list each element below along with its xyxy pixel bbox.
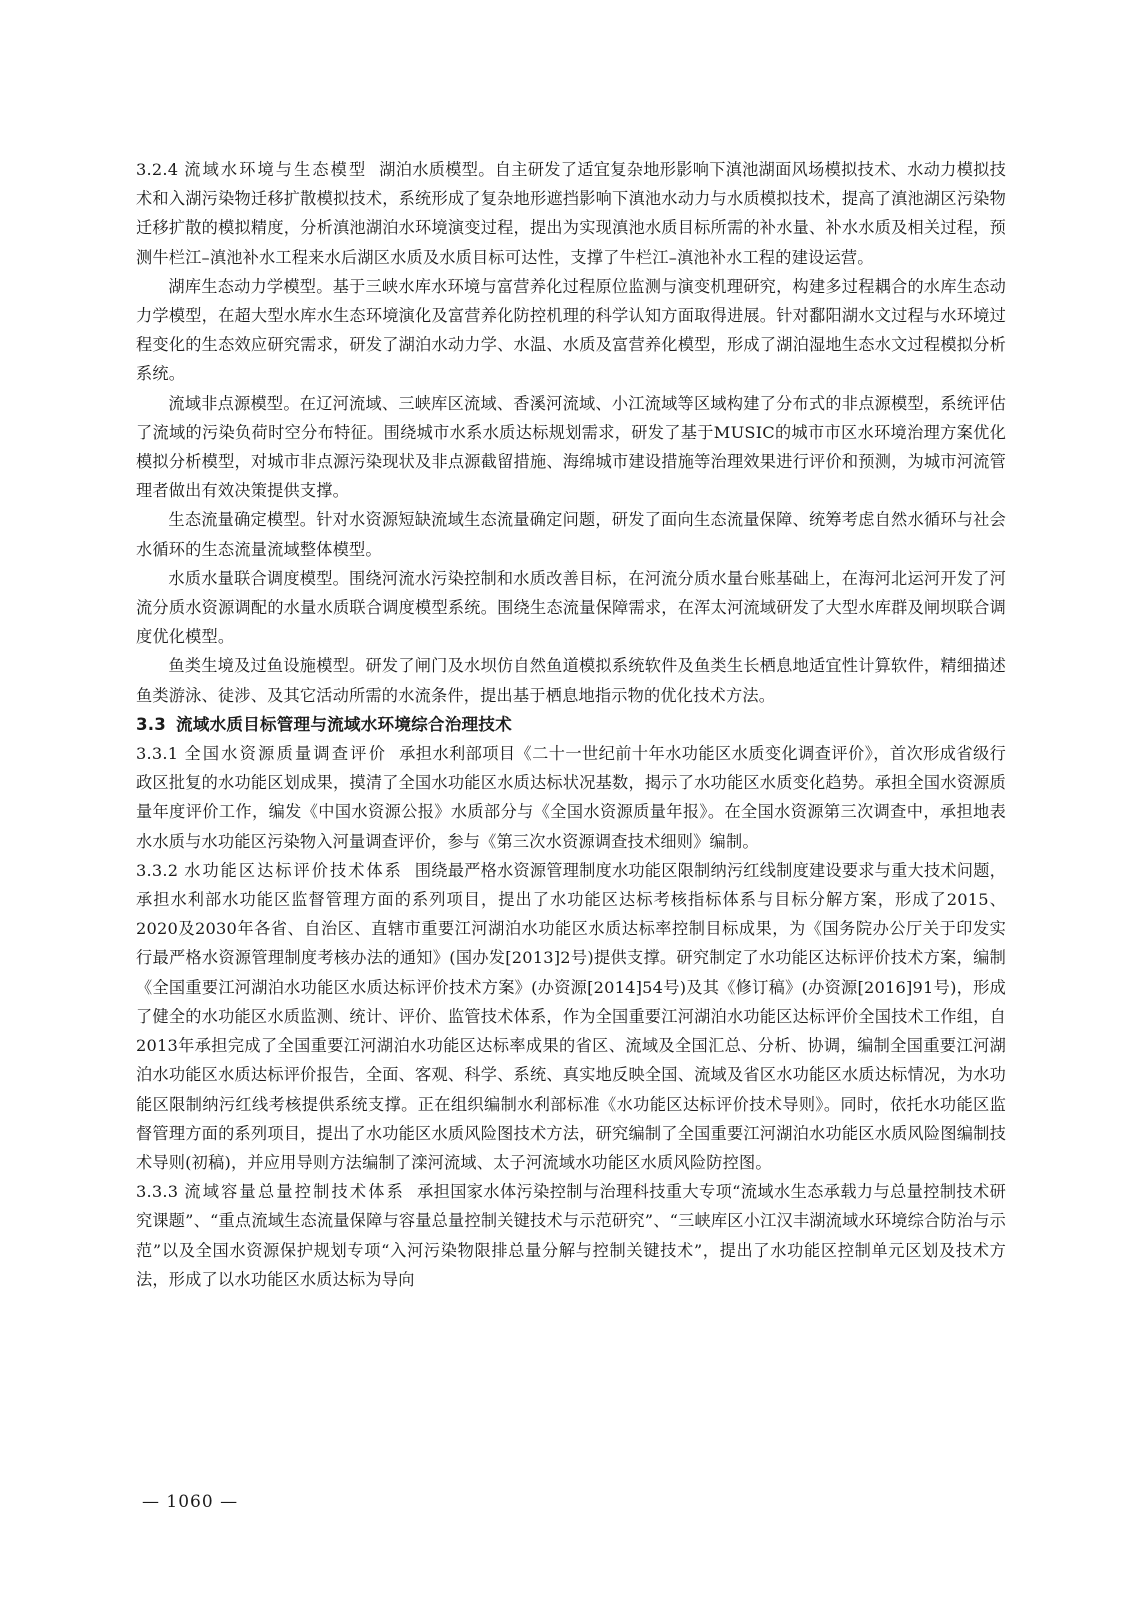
subsection-number: 3.2.4	[136, 160, 179, 179]
paragraph-ecological-flow-model: 生态流量确定模型。针对水资源短缺流域生态流量确定问题，研发了面向生态流量保障、统筹考虑自然水循环与社会水循环的生态流量流域整体模型。	[136, 510, 1006, 559]
section-title: 流域水质目标管理与流域水环境综合治理技术	[176, 714, 512, 734]
paragraph-text: 围绕最严格水资源管理制度水功能区限制纳污红线制度建设要求与重大技术问题，承担水利部水功能区监督管理方面的系列项目，提出了水功能区达标考核指标体系与目标分解方案，形成了2015、2020及2030年各省、自治区、直辖市重要江河湖泊水功能区水质达标率控制目标成果，为《国务院办公厅关于印发实行最严格水资源管理制度考核办法的通知》(国办发[2013]2号)提供支撑。研究制定了水功能区达标评价技术方案，编制《全国重要江河湖泊水功能区水质达标评价技术方案》(办资源[2014]54号)及其《修订稿》(办资源[2016]91号)，形成了健全的水功能区水质监测、统计、评价、监管技术体系，作为全国重要江河湖泊水功能区达标评价全国技术工作组，自2013年承担完成了全国重要江河湖泊水功能区达标率成果的省区、流域及全国汇总、分析、协调，编制全国重要江河湖泊水功能区水质达标评价报告，全面、客观、科学、系统、真实地反映全国、流域及省区水功能区水质达标情况，为水功能区限制纳污红线考核提供系统支撑。正在组织编制水利部标准《水功能区达标评价技术导则》。同时，依托水功能区监督管理方面的系列项目，提出了水功能区水质风险图技术方法，研究编制了全国重要江河湖泊水功能区水质风险图编制技术导则(初稿)，并应用导则方法编制了滦河流域、太子河流域水功能区水质风险防控图。	[136, 860, 1006, 1172]
paragraph-3-3-1	[136, 739, 1006, 856]
paragraph-text: 承担国家水体污染控制与治理科技重大专项“流域水生态承载力与总量控制技术研究课题”、“重点流域生态流量保障与容量总量控制关键技术与示范研究”、“三峡库区小江汉丰湖流域水环境综合防治与示范”以及全国水资源保护规划专项“入河污染物限排总量分解与控制关键技术”，提出了水功能区控制单元区划及技术方法，形成了以水功能区水质达标为导向	[136, 1182, 1006, 1289]
subsection-number: 3.3.2	[136, 860, 179, 880]
section-heading-3-3	[136, 710, 1006, 739]
paragraph-3-2-4	[136, 155, 1006, 272]
paragraph-lake-reservoir-model: 湖库生态动力学模型。基于三峡水库水环境与富营养化过程原位监测与演变机理研究，构建多过程耦合的水库生态动力学模型，在超大型水库水生态环境演化及富营养化防控机理的科学认知方面取得进展。针对鄱阳湖水文过程与水环境过程变化的生态效应研究需求，研发了湖泊水动力学、水温、水质及富营养化模型，形成了湖泊湿地生态水文过程模拟分析系统。	[136, 276, 1006, 384]
subsection-number: 3.3.3	[136, 1182, 179, 1202]
paragraph-3-3-3	[136, 1177, 1006, 1294]
paragraph-fish-habitat-model: 鱼类生境及过鱼设施模型。研发了闸门及水坝仿自然鱼道模拟系统软件及鱼类生长栖息地适宜性计算软件，精细描述鱼类游泳、徒涉、及其它活动所需的水流条件，提出基于栖息地指示物的优化技术方法。	[136, 656, 1006, 705]
paragraph-text: 湖泊水质模型。自主研发了适宜复杂地形影响下滇池湖面风场模拟技术、水动力模拟技术和入湖污染物迁移扩散模拟技术，系统形成了复杂地形遮挡影响下滇池水动力与水质模拟技术，提高了滇池湖区污染物迁移扩散的模拟精度，分析滇池湖泊水环境演变过程，提出为实现滇池水质目标所需的补水量、补水水质及相关过程，预测牛栏江–滇池补水工程来水后湖区水质及水质目标可达性，支撑了牛栏江–滇池补水工程的建设运营。	[136, 160, 1007, 267]
section-number: 3.3	[136, 714, 166, 734]
subsection-title: 全国水资源质量调查评价	[184, 744, 388, 764]
paragraph-3-3-2	[136, 856, 1006, 1177]
subsection-title: 水功能区达标评价技术体系	[184, 860, 403, 880]
paragraph-nonpoint-source-model: 流域非点源模型。在辽河流域、三峡库区流域、香溪河流域、小江流域等区域构建了分布式的非点源模型，系统评估了流域的污染负荷时空分布特征。围绕城市水系水质达标规划需求，研发了基于MUSIC的城市市区水环境治理方案优化模拟分析模型，对城市非点源污染现状及非点源截留措施、海绵城市建设措施等治理效果进行评价和预测，为城市河流管理者做出有效决策提供支撑。	[136, 393, 1006, 501]
page-number: — 1060 —	[142, 1492, 239, 1512]
paragraph-text: 承担水利部项目《二十一世纪前十年水功能区水质变化调查评价》，首次形成省级行政区批复的水功能区划成果，摸清了全国水功能区水质达标状况基数，揭示了水功能区水质变化趋势。承担全国水资源质量年度评价工作，编发《中国水资源公报》水质部分与《全国水资源质量年报》。在全国水资源第三次调查中，承担地表水水质与水功能区污染物入河量调查评价，参与《第三次水资源调查技术细则》编制。	[136, 744, 1006, 851]
paragraph-joint-dispatch-model: 水质水量联合调度模型。围绕河流水污染控制和水质改善目标，在河流分质水量台账基础上，在海河北运河开发了河流分质水资源调配的水量水质联合调度模型系统。围绕生态流量保障需求，在浑太河流域研发了大型水库群及闸坝联合调度优化模型。	[136, 568, 1006, 647]
subsection-title: 流域容量总量控制技术体系	[184, 1182, 406, 1202]
subsection-number: 3.3.1	[136, 744, 179, 764]
subsection-title: 流域水环境与生态模型	[184, 160, 368, 179]
body-text	[136, 155, 1006, 1294]
